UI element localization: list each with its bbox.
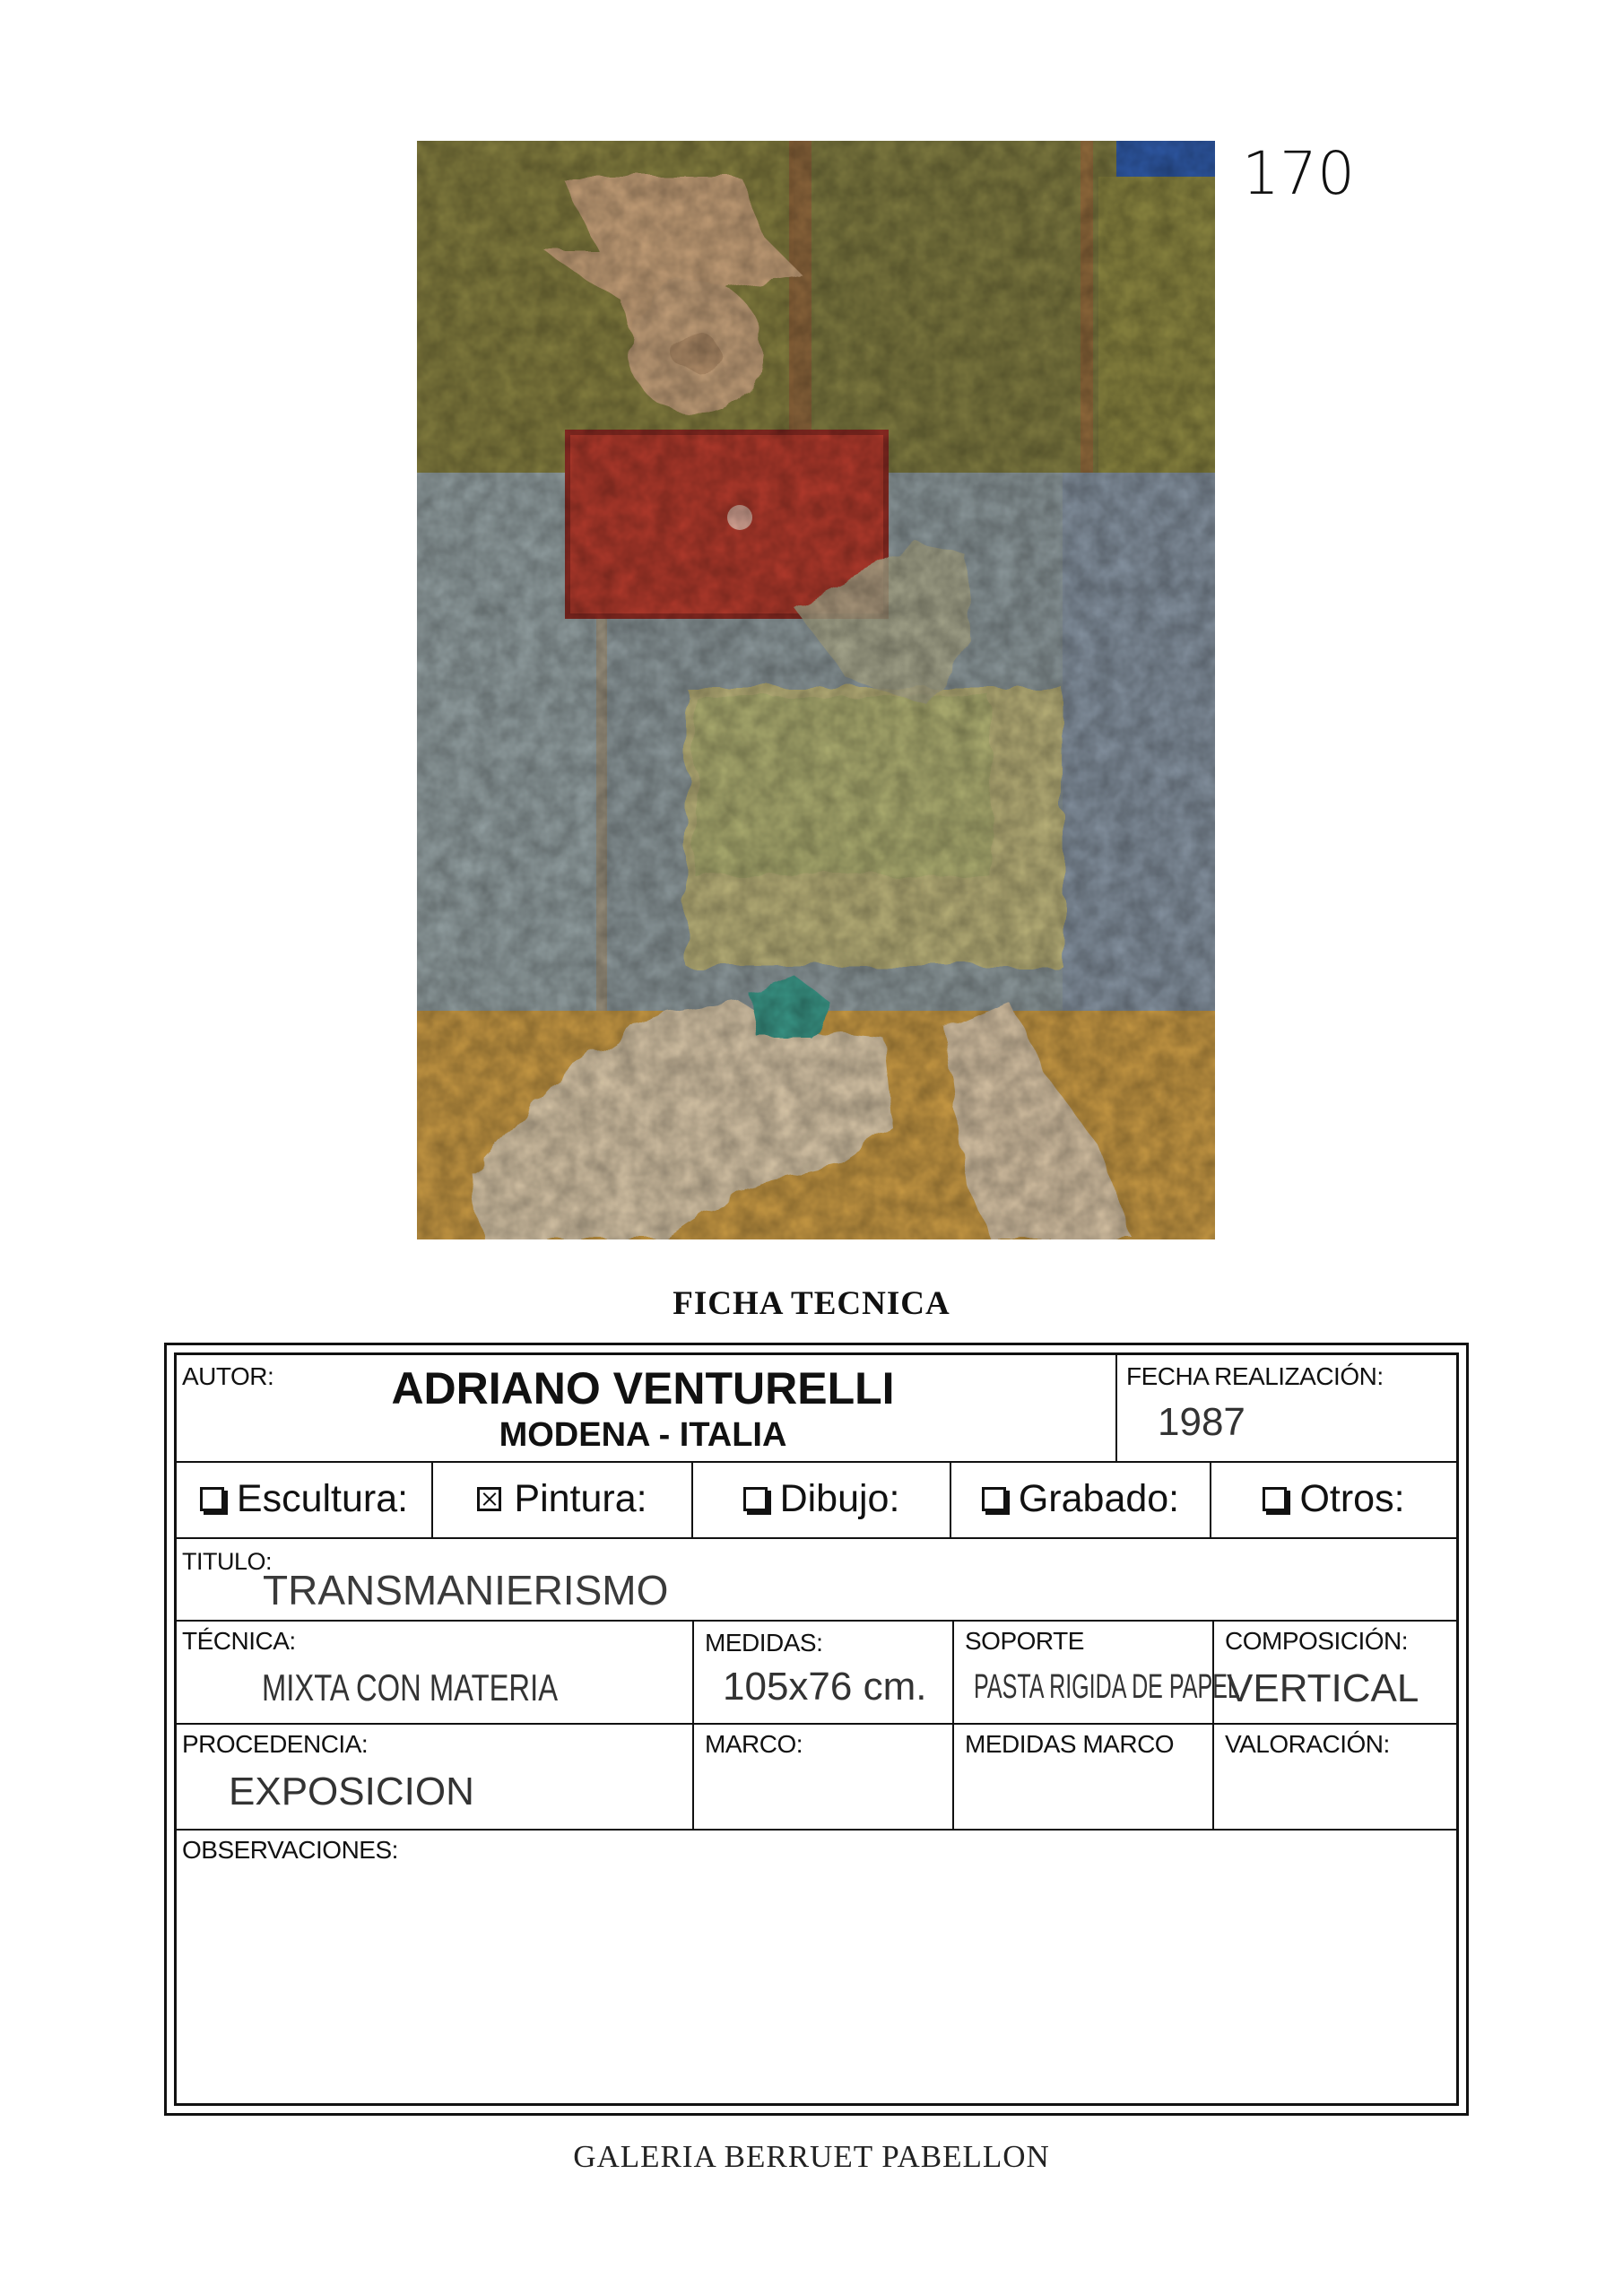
- observations-label: OBSERVACIONES:: [182, 1836, 398, 1864]
- category-otros-label: Otros:: [1299, 1477, 1405, 1520]
- category-row: [177, 1461, 1456, 1539]
- catalog-number: 170: [1242, 139, 1355, 208]
- category-grabado-label: Grabado:: [1018, 1477, 1180, 1520]
- gallery-footer: GALERIA BERRUET PABELLON: [573, 2139, 1050, 2174]
- measures-label: MEDIDAS:: [705, 1629, 823, 1657]
- composition-value: VERTICAL: [1227, 1666, 1419, 1710]
- artwork-image: [417, 141, 1215, 1239]
- support-cell: [954, 1620, 1240, 1723]
- category-pintura: [433, 1461, 693, 1537]
- date-cell: [1117, 1355, 1456, 1461]
- author-row: [177, 1355, 1456, 1463]
- technique-row: [177, 1620, 1456, 1725]
- technical-sheet: [164, 1343, 1469, 2116]
- checkbox-escultura[interactable]: [200, 1487, 224, 1511]
- provenance-label: PROCEDENCIA:: [182, 1730, 369, 1758]
- frame-cell: [694, 1723, 954, 1829]
- category-dibujo: [693, 1461, 951, 1537]
- frame-measures-cell: [954, 1723, 1214, 1829]
- observations-cell: [177, 1829, 1456, 2103]
- category-escultura: [177, 1461, 433, 1537]
- category-otros: [1211, 1461, 1456, 1537]
- checkbox-grabado[interactable]: [982, 1487, 1006, 1511]
- sheet-title: FICHA TECNICA: [673, 1285, 950, 1322]
- provenance-value: EXPOSICION: [229, 1770, 474, 1813]
- technique-cell: [177, 1620, 694, 1723]
- title-row: [177, 1537, 1456, 1622]
- frame-measures-label: MEDIDAS MARCO: [965, 1730, 1175, 1758]
- category-escultura-label: Escultura:: [236, 1477, 409, 1520]
- measures-value: 105x76 cm.: [723, 1665, 927, 1709]
- category-grabado: [951, 1461, 1211, 1537]
- composition-label: COMPOSICIÓN:: [1225, 1627, 1409, 1655]
- support-value: PASTA RIGIDA DE PAPEL: [974, 1668, 1240, 1706]
- provenance-row: [177, 1723, 1456, 1831]
- technique-value: MIXTA CON MATERIA: [262, 1666, 559, 1709]
- artwork-title: TRANSMANIERISMO: [263, 1567, 669, 1613]
- composition-cell: [1214, 1620, 1456, 1723]
- date-label: FECHA REALIZACIÓN:: [1126, 1362, 1384, 1390]
- valuation-label: VALORACIÓN:: [1225, 1730, 1390, 1758]
- date-value: 1987: [1158, 1400, 1245, 1444]
- provenance-cell: [177, 1723, 694, 1829]
- measures-cell: [694, 1620, 954, 1723]
- author-label: AUTOR:: [182, 1362, 274, 1390]
- valuation-cell: [1214, 1723, 1456, 1829]
- technique-label: TÉCNICA:: [182, 1627, 296, 1655]
- support-label: SOPORTE: [965, 1627, 1084, 1655]
- author-cell: [177, 1355, 1117, 1461]
- category-dibujo-label: Dibujo:: [779, 1477, 900, 1520]
- checkbox-pintura-checked[interactable]: [477, 1487, 501, 1511]
- author-name: ADRIANO VENTURELLI: [391, 1363, 895, 1413]
- checkbox-otros[interactable]: [1263, 1487, 1287, 1511]
- checkbox-dibujo[interactable]: [743, 1487, 768, 1511]
- author-origin: MODENA - ITALIA: [499, 1416, 787, 1454]
- category-pintura-label: Pintura:: [514, 1477, 647, 1520]
- frame-label: MARCO:: [705, 1730, 803, 1758]
- title-label: TITULO:: [182, 1548, 273, 1575]
